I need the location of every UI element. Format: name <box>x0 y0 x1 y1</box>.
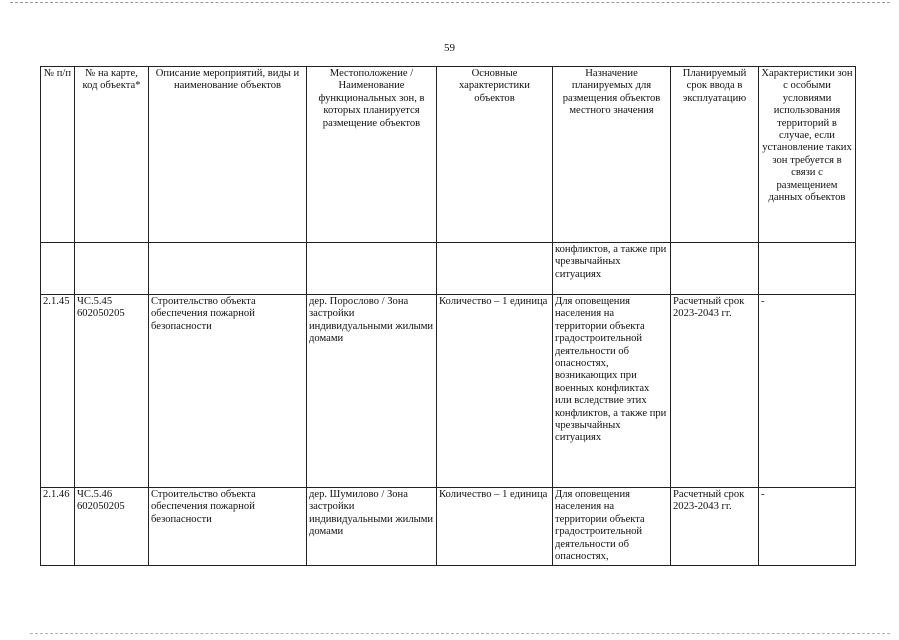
scan-edge-top <box>10 2 890 3</box>
cell-purpose: Для оповещения населения на территории объекта градостроительной деятельности об опасностях, возникающих при военных конфликтах или вследствие этих конфликтов, а также при чрезвычайных ситуациях <box>553 295 671 488</box>
cell-code <box>75 243 149 295</box>
cell-code: ЧС.5.45 602050205 <box>75 295 149 488</box>
cell-num <box>41 243 75 295</box>
cell-characteristics <box>437 243 553 295</box>
cell-description: Строительство объекта обеспечения пожарной безопасности <box>149 488 307 566</box>
cell-location: дер. Шумилово / Зона застройки индивидуальными жилыми домами <box>307 488 437 566</box>
cell-term: Расчетный срок 2023-2043 гг. <box>671 488 759 566</box>
table-header-row <box>41 67 856 243</box>
objects-table <box>40 66 856 566</box>
table-row-continuation <box>41 243 856 295</box>
header-term: Планируемый срок ввода в эксплуатацию <box>671 67 759 243</box>
cell-zones: - <box>759 488 856 566</box>
cell-code: ЧС.5.46 602050205 <box>75 488 149 566</box>
cell-description <box>149 243 307 295</box>
cell-description: Строительство объекта обеспечения пожарной безопасности <box>149 295 307 488</box>
cell-num: 2.1.45 <box>41 295 75 488</box>
header-description: Описание мероприятий, виды и наименование объектов <box>149 67 307 243</box>
header-characteristics: Основные характеристики объектов <box>437 67 553 243</box>
scan-edge-bottom <box>30 633 890 634</box>
cell-num: 2.1.46 <box>41 488 75 566</box>
cell-zones <box>759 243 856 295</box>
cell-characteristics: Количество – 1 единица <box>437 488 553 566</box>
cell-purpose: конфликтов, а также при чрезвычайных ситуациях <box>553 243 671 295</box>
cell-purpose: Для оповещения населения на территории объекта градостроительной деятельности об опасностях, <box>553 488 671 566</box>
cell-term <box>671 243 759 295</box>
header-num: № п/п <box>41 67 75 243</box>
header-zones: Характеристики зон с особыми условиями использования территорий в случае, если установление таких зон требуется в связи с размещением данных объектов <box>759 67 856 243</box>
cell-location: дер. Порослово / Зона застройки индивидуальными жилыми домами <box>307 295 437 488</box>
cell-term: Расчетный срок 2023-2043 гг. <box>671 295 759 488</box>
table-row <box>41 295 856 488</box>
header-location: Местоположение / Наименование функциональных зон, в которых планируется размещение объектов <box>307 67 437 243</box>
cell-characteristics: Количество – 1 единица <box>437 295 553 488</box>
page-number: 59 <box>444 42 455 54</box>
header-code: № на карте, код объекта* <box>75 67 149 243</box>
cell-zones: - <box>759 295 856 488</box>
table-row <box>41 488 856 566</box>
header-purpose: Назначение планируемых для размещения объектов местного значения <box>553 67 671 243</box>
cell-location <box>307 243 437 295</box>
